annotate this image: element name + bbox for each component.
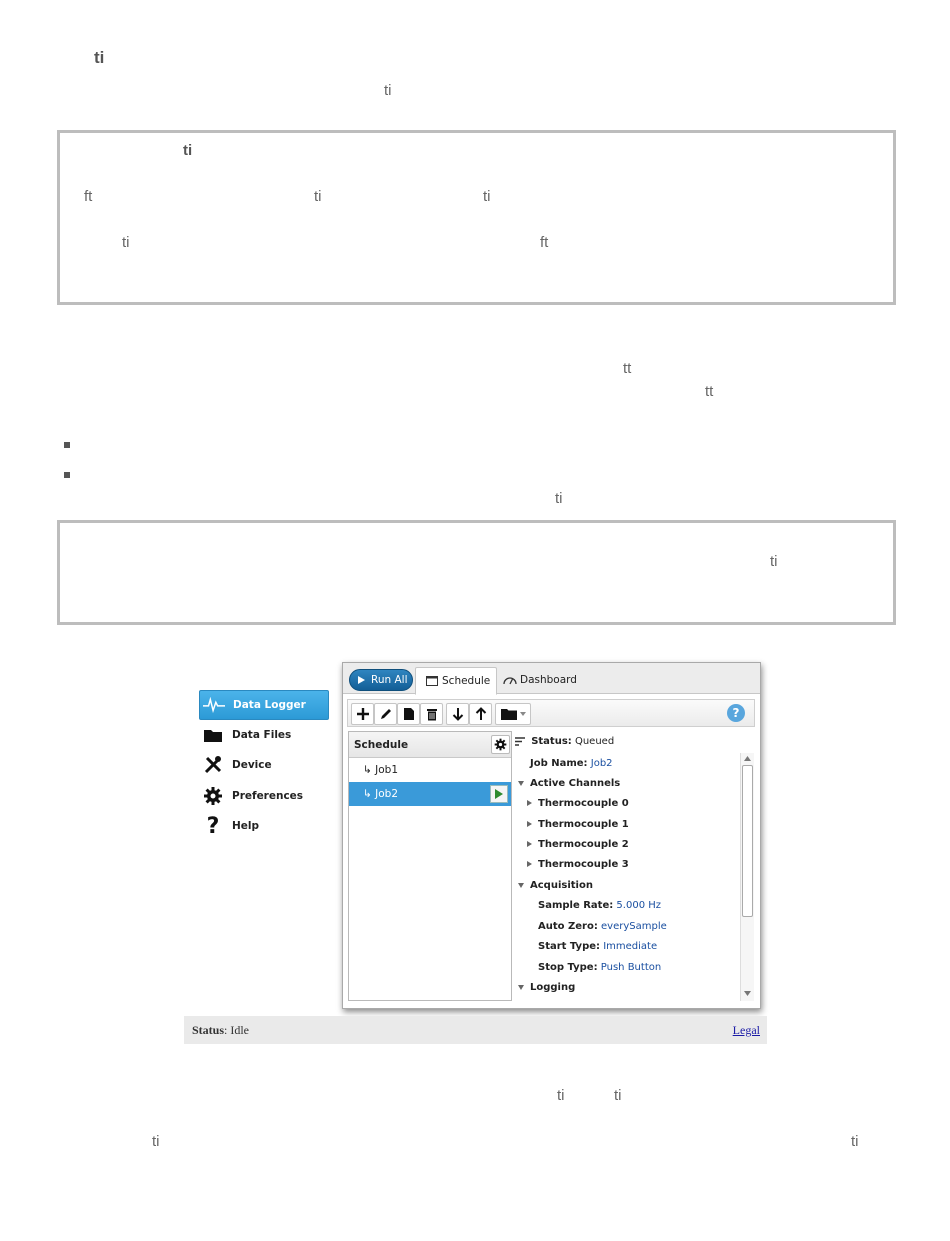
arrow-up-icon — [475, 707, 487, 721]
nav-data-logger[interactable] — [199, 690, 329, 720]
move-up-button[interactable] — [469, 703, 492, 725]
tab-schedule[interactable] — [415, 667, 497, 695]
channel-row[interactable] — [527, 839, 629, 850]
job-label: ↳ Job1 — [363, 764, 399, 776]
add-job-button[interactable] — [351, 703, 374, 725]
expand-icon — [518, 883, 524, 888]
run-all-label: Run All — [371, 674, 408, 686]
job-name-row — [530, 758, 613, 769]
logging-group[interactable] — [518, 982, 575, 993]
nav-preferences[interactable] — [199, 782, 327, 810]
job-label: ↳ Job2 — [363, 788, 399, 800]
stop-type-label: Stop Type: — [538, 962, 598, 973]
nav-label: Device — [232, 759, 272, 771]
start-type-value: Immediate — [603, 941, 658, 952]
tab-dashboard-label: Dashboard — [520, 674, 577, 686]
channel-row[interactable] — [527, 859, 629, 870]
note-box-1 — [57, 130, 896, 305]
pencil-icon — [379, 707, 393, 721]
logger-panel — [342, 662, 761, 1009]
play-icon — [358, 676, 365, 684]
scroll-thumb[interactable] — [742, 765, 753, 917]
box1-line2-frag-a: ti — [122, 234, 130, 251]
collapse-icon — [527, 841, 532, 847]
note-box-2 — [57, 520, 896, 625]
status-bar-value: : Idle — [224, 1023, 250, 1037]
box1-line1-frag-b: ti — [314, 188, 322, 205]
bullet-fragment: ti — [555, 490, 563, 507]
channel-row[interactable] — [527, 798, 629, 809]
tab-dashboard[interactable] — [503, 667, 577, 693]
last-line-fragment-1: ti — [152, 1133, 160, 1150]
nav-label: Preferences — [232, 790, 304, 802]
status-bar-label: Status — [192, 1023, 225, 1037]
auto-zero-label: Auto Zero: — [538, 921, 598, 932]
run-all-button[interactable] — [349, 669, 413, 691]
gear-icon — [494, 738, 507, 751]
copy-job-button[interactable] — [397, 703, 420, 725]
status-row — [515, 736, 614, 747]
arrow-down-icon — [452, 707, 464, 721]
job-row-job1[interactable] — [349, 758, 511, 782]
box1-title-fragment: ti — [183, 142, 193, 159]
channel-label: Thermocouple 3 — [538, 859, 629, 870]
acquisition-group[interactable] — [518, 880, 593, 891]
collapse-icon — [527, 821, 532, 827]
chevron-down-icon — [520, 712, 526, 716]
group-label: Active Channels — [530, 778, 621, 789]
nav-data-files[interactable] — [199, 721, 327, 749]
bullet-2 — [64, 472, 70, 478]
folder-icon — [501, 708, 517, 720]
scroll-down-icon[interactable] — [744, 991, 751, 996]
job-name-value: Job2 — [590, 758, 613, 769]
job-row-job2[interactable] — [349, 782, 511, 806]
sample-rate-row — [538, 900, 661, 911]
heading-fragment: ti — [94, 48, 105, 67]
channel-label: Thermocouple 1 — [538, 819, 629, 830]
stop-type-row — [538, 962, 661, 973]
tab-schedule-label: Schedule — [442, 675, 491, 687]
group-label: Logging — [530, 982, 576, 993]
box1-line1-frag-a: ft — [84, 188, 93, 205]
trash-icon — [426, 707, 438, 721]
group-label: Acquisition — [530, 880, 593, 891]
start-type-label: Start Type: — [538, 941, 601, 952]
move-down-button[interactable] — [446, 703, 469, 725]
schedule-header-label: Schedule — [354, 738, 409, 751]
status-label: Status: — [531, 736, 572, 747]
box1-line1-frag-c: ti — [483, 188, 491, 205]
job-name-label: Job Name: — [530, 758, 588, 769]
delete-job-button[interactable] — [420, 703, 443, 725]
channel-label: Thermocouple 0 — [538, 798, 629, 809]
waveform-icon — [203, 694, 225, 716]
help-icon[interactable]: ? — [727, 704, 745, 722]
nav-device[interactable] — [199, 751, 327, 779]
footer-fragment-1: ti — [557, 1087, 565, 1104]
start-type-row — [538, 941, 657, 952]
expand-icon — [518, 985, 524, 990]
schedule-settings-button[interactable] — [491, 735, 510, 754]
schedule-list — [348, 731, 512, 1001]
play-icon — [495, 789, 503, 799]
footer-fragment-2: ti — [614, 1087, 622, 1104]
stop-type-value: Push Button — [600, 962, 662, 973]
status-text — [192, 1023, 249, 1038]
calendar-icon — [426, 676, 438, 686]
sample-rate-value: 5.000 Hz — [616, 900, 661, 911]
tab-bar — [343, 663, 760, 694]
question-icon: ? — [206, 813, 220, 839]
nav-label: Data Files — [232, 729, 292, 741]
nav-help[interactable] — [199, 812, 327, 840]
collapse-icon — [527, 800, 532, 806]
nav-label: Data Logger — [233, 699, 306, 711]
schedule-header — [349, 732, 511, 758]
gear-icon — [202, 785, 224, 807]
last-line-fragment-2: ti — [851, 1133, 859, 1150]
job-toolbar — [347, 699, 755, 727]
auto-zero-value: everySample — [601, 921, 667, 932]
active-channels-group[interactable] — [518, 778, 620, 789]
run-job-button[interactable] — [490, 785, 508, 803]
channel-row[interactable] — [527, 819, 629, 830]
properties-scrollbar[interactable] — [740, 753, 754, 1001]
list-icon — [515, 737, 525, 746]
para-fragment-2: tt — [705, 383, 714, 400]
intro-fragment: ti — [384, 82, 392, 99]
document-icon — [403, 707, 415, 721]
gauge-icon — [503, 675, 517, 685]
nav-label: Help — [232, 820, 260, 832]
collapse-icon — [527, 861, 532, 867]
para-fragment-1: tt — [623, 360, 632, 377]
sample-rate-label: Sample Rate: — [538, 900, 614, 911]
folder-menu-button[interactable] — [495, 703, 531, 725]
tools-icon — [202, 754, 224, 776]
status-value: Queued — [574, 736, 615, 747]
status-bar — [184, 1016, 767, 1044]
job-properties — [513, 731, 753, 1003]
expand-icon — [518, 781, 524, 786]
channel-label: Thermocouple 2 — [538, 839, 629, 850]
folder-icon — [202, 724, 224, 746]
edit-job-button[interactable] — [374, 703, 397, 725]
bullet-1 — [64, 442, 70, 448]
plus-icon — [356, 707, 370, 721]
box2-fragment: ti — [770, 553, 778, 570]
scroll-up-icon[interactable] — [744, 756, 751, 761]
legal-link[interactable]: Legal — [732, 1023, 760, 1037]
auto-zero-row — [538, 921, 667, 932]
box1-line2-frag-b: ft — [540, 234, 549, 251]
